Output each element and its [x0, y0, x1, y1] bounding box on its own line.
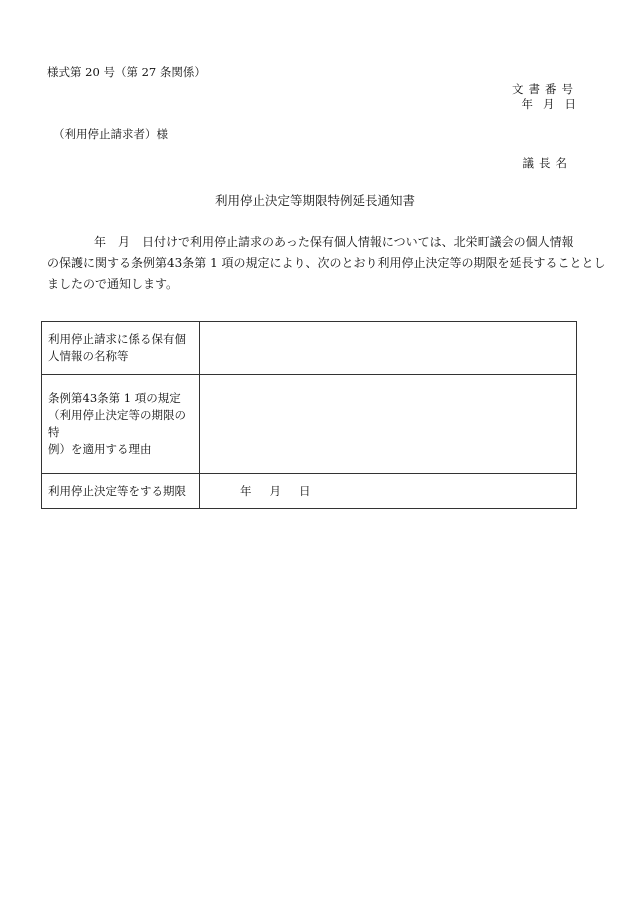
body-line-1: 年 月 日付けで利用停止請求のあった保有個人情報については、北栄町議会の個人情報: [94, 235, 574, 249]
table-row: [42, 474, 577, 509]
table-row: [42, 375, 577, 474]
label-line: （利用停止決定等の期限の特: [48, 408, 186, 439]
document-number: 文書番号: [512, 82, 578, 96]
label-line: 例）を適用する理由: [48, 442, 152, 456]
row-label-record-name: [42, 322, 200, 375]
deadline-day: 日: [299, 483, 311, 498]
chair-name: 議長名: [522, 156, 572, 170]
form-number: 様式第 20 号（第 27 条関係）: [47, 65, 206, 79]
row-value-deadline: [200, 474, 577, 509]
row-value-reason: [200, 375, 577, 474]
row-label-reason: [42, 375, 200, 474]
info-table: [41, 321, 577, 509]
document-title: 利用停止決定等期限特例延長通知書: [214, 193, 415, 208]
label-line: 人情報の名称等: [48, 349, 129, 363]
deadline-year: 年: [240, 483, 252, 498]
deadline-month: 月: [269, 483, 281, 498]
date-year: 年: [521, 97, 535, 111]
table-row: [42, 322, 577, 375]
label-line: 条例第43条第 1 項の規定: [48, 391, 181, 405]
date-day: 日: [564, 97, 578, 111]
label-line: 利用停止請求に係る保有個: [48, 332, 186, 346]
addressee: （利用停止請求者）様: [53, 127, 168, 141]
row-label-deadline: [42, 474, 200, 509]
body-line-2: の保護に関する条例第43条第 1 項の規定により、次のとおり利用停止決定等の期限を延長することとし: [47, 256, 606, 270]
body-text: [47, 232, 606, 295]
document-date: [514, 96, 579, 112]
date-month: 月: [543, 97, 557, 111]
row-value-record-name: [200, 322, 577, 375]
body-line-3: ましたので通知します。: [47, 277, 179, 291]
label-line: 利用停止決定等をする期限: [48, 483, 186, 498]
